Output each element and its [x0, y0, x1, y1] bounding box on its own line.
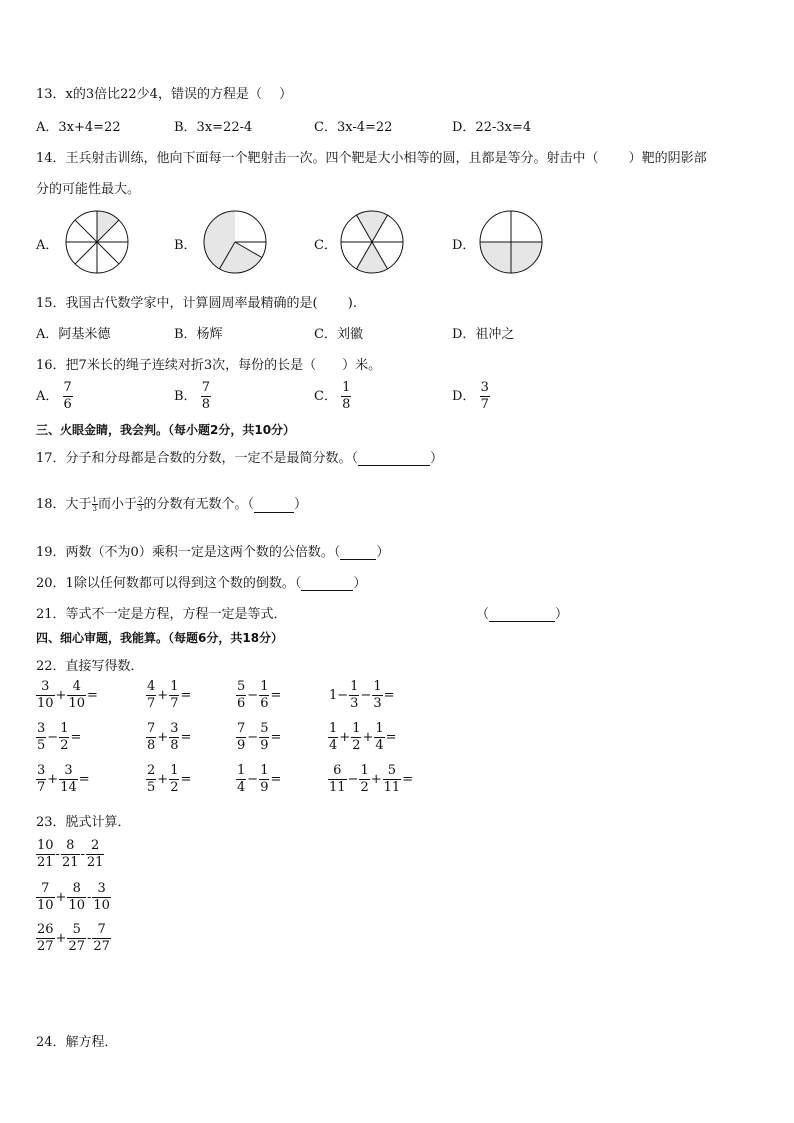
- q16-stem: 16．把7米长的绳子连续对折3次，每份的长是（ ）米。: [36, 358, 382, 373]
- q22-expression[interactable]: [146, 721, 192, 754]
- q23-operator: -: [55, 847, 60, 862]
- q16-option-c[interactable]: [314, 380, 351, 413]
- q18-text-b: 而小于: [98, 497, 138, 512]
- q22-operator: −: [47, 730, 59, 745]
- q22-fraction: $\frac{1}{4}$: [329, 721, 338, 753]
- q22-equals: =: [385, 730, 397, 745]
- q22-operator: −: [247, 772, 259, 787]
- q16-fraction-c: $\frac{1}{8}$: [342, 380, 351, 412]
- q14-option-c[interactable]: C．: [314, 238, 337, 253]
- q13-option-c[interactable]: C．3x-4=22: [314, 120, 393, 135]
- q23-fraction: $\frac{2}{21}$: [86, 838, 104, 870]
- q17: [36, 447, 443, 466]
- q16-option-d-label: D．: [452, 389, 476, 404]
- q19: [36, 541, 389, 560]
- target-c-6-sectors: [339, 209, 405, 275]
- q22-fraction: $\frac{5}{9}$: [260, 721, 269, 753]
- q16-option-c-label: C．: [314, 389, 337, 404]
- q23-expression[interactable]: [36, 922, 111, 955]
- q16-fraction-a: $\frac{7}{6}$: [63, 380, 72, 412]
- q22-equals: =: [402, 772, 414, 787]
- q22-fraction: $\frac{3}{7}$: [37, 763, 46, 795]
- q22-operator: +: [157, 688, 169, 703]
- q18-text-c: 的分数有无数个。（: [143, 497, 255, 512]
- q23-expression[interactable]: [36, 881, 111, 914]
- q13-option-a[interactable]: A．3x+4=22: [36, 120, 121, 135]
- q16-fraction-b: $\frac{7}{8}$: [201, 380, 210, 412]
- q15-option-b[interactable]: B．杨辉: [174, 327, 223, 342]
- q22-fraction: $\frac{1}{6}$: [260, 679, 269, 711]
- q17-paren-close: ）: [430, 451, 444, 466]
- q23-fraction: $\frac{3}{10}$: [93, 881, 110, 913]
- target-b-3-sectors: [202, 209, 268, 275]
- q22-prefix: 1−: [329, 688, 349, 703]
- q22-operator: +: [157, 730, 169, 745]
- q18-fraction-2: $\frac{2}{3}$: [138, 496, 143, 513]
- q16-option-d[interactable]: [452, 380, 490, 413]
- q20-text: 20．1除以任何数都可以得到这个数的倒数。（: [36, 576, 302, 591]
- q23-fraction: $\frac{8}{21}$: [61, 838, 79, 870]
- q20-paren-close: ）: [353, 576, 367, 591]
- q22-expression[interactable]: [328, 679, 396, 712]
- q22-fraction: $\frac{6}{11}$: [329, 763, 346, 795]
- q22-expression[interactable]: [236, 763, 282, 796]
- q13-option-d[interactable]: D．22-3x=4: [452, 120, 532, 135]
- q19-paren-close: ）: [376, 545, 390, 560]
- q22-expression[interactable]: [236, 721, 282, 754]
- q15-stem: 15．我国古代数学家中，计算圆周率最精确的是( ).: [36, 296, 357, 311]
- q22-equals: =: [383, 688, 395, 703]
- q22-expression[interactable]: [328, 763, 414, 796]
- q22-equals: =: [270, 688, 282, 703]
- q22-fraction: $\frac{4}{7}$: [147, 679, 156, 711]
- q22-expression[interactable]: [146, 763, 192, 796]
- q14-option-b[interactable]: B．: [174, 238, 197, 253]
- q14-stem-line1: 14．王兵射击训练，他向下面每一个靶射击一次。四个靶是大小相等的圆，且都是等分。射击中（ ）靶的阴影部: [36, 151, 707, 166]
- q18-text-a: 18．大于: [36, 497, 92, 512]
- q14-option-a[interactable]: A．: [36, 238, 59, 253]
- q23-operator: -: [80, 847, 85, 862]
- q22-fraction: $\frac{1}{4}$: [237, 763, 246, 795]
- q22-fraction: $\frac{1}{2}$: [352, 721, 361, 753]
- q22-expression[interactable]: [328, 721, 398, 754]
- q22-operator: +: [370, 772, 382, 787]
- q22-equals: =: [87, 688, 98, 703]
- q22-operator: +: [157, 772, 169, 787]
- q18-fraction-1: $\frac{1}{3}$: [92, 496, 98, 513]
- q22-equals: =: [180, 730, 192, 745]
- q21-paren-close: ）: [555, 607, 569, 622]
- q22-fraction: $\frac{3}{8}$: [170, 721, 179, 753]
- section3-heading: 三、火眼金睛，我会判。（每小题2分，共10分）: [36, 423, 296, 437]
- q22-equals: =: [70, 730, 82, 745]
- q22-operator: +: [47, 772, 59, 787]
- q23-fraction: $\frac{10}{21}$: [37, 838, 54, 870]
- q21-text: 21．等式不一定是方程，方程一定是等式．: [36, 607, 287, 622]
- q22-fraction: $\frac{1}{3}$: [350, 679, 359, 711]
- target-a-8-sectors: [64, 209, 130, 275]
- q22-fraction: $\frac{1}{9}$: [260, 763, 269, 795]
- q23-expression[interactable]: [36, 838, 104, 871]
- q23-fraction: $\frac{7}{10}$: [37, 881, 54, 913]
- q22-operator: −: [347, 772, 359, 787]
- q13-stem: 13．x的3倍比22少4，错误的方程是（ ）: [36, 87, 293, 102]
- q22-expression[interactable]: [146, 679, 192, 712]
- q17-answer-blank[interactable]: [358, 453, 430, 466]
- q13-option-b[interactable]: B．3x=22-4: [174, 120, 253, 135]
- q22-fraction: $\frac{5}{6}$: [237, 679, 246, 711]
- q22-operator: −: [247, 730, 259, 745]
- q22-operator: +: [362, 730, 374, 745]
- q21-paren-open: （: [476, 607, 490, 622]
- q22-expression[interactable]: [36, 679, 99, 712]
- q22-equals: =: [270, 730, 282, 745]
- q19-text: 19．两数（不为0）乘积一定是这两个数的公倍数。（: [36, 545, 341, 560]
- q22-operator: −: [360, 688, 372, 703]
- q21-answer: [476, 603, 568, 622]
- q22-fraction: $\frac{1}{2}$: [170, 763, 179, 795]
- q23-fraction: $\frac{26}{27}$: [37, 922, 54, 954]
- q22-equals: =: [180, 772, 192, 787]
- q20: [36, 572, 366, 591]
- q22-stem: 22．直接写得数．: [36, 659, 144, 674]
- q15-option-c[interactable]: C．刘徽: [314, 327, 363, 342]
- q22-fraction: $\frac{3}{5}$: [37, 721, 46, 753]
- q19-answer-blank[interactable]: [340, 547, 376, 560]
- q22-fraction: $\frac{2}{5}$: [147, 763, 156, 795]
- q18-answer-blank[interactable]: [254, 500, 294, 513]
- q22-fraction: $\frac{7}{8}$: [147, 721, 156, 753]
- q14-stem-line2: 分的可能性最大。: [36, 182, 141, 197]
- q23-stem: 23．脱式计算．: [36, 815, 131, 830]
- q22-equals: =: [270, 772, 282, 787]
- q22-expression[interactable]: [236, 679, 282, 712]
- q22-operator: −: [247, 688, 259, 703]
- q15-option-a[interactable]: A．阿基米德: [36, 327, 111, 342]
- q20-answer-blank[interactable]: [301, 578, 353, 591]
- q23-operator: +: [55, 890, 67, 905]
- q22-fraction: $\frac{7}{9}$: [237, 721, 246, 753]
- q22-fraction: $\frac{1}{2}$: [360, 763, 369, 795]
- q22-fraction: $\frac{5}{11}$: [383, 763, 401, 795]
- q17-text: 17．分子和分母都是合数的分数，一定不是最简分数。（: [36, 451, 359, 466]
- q23-fraction: $\frac{7}{27}$: [93, 922, 110, 954]
- q22-fraction: $\frac{1}{7}$: [170, 679, 179, 711]
- q22-equals: =: [180, 688, 192, 703]
- q22-fraction: $\frac{3}{10}$: [37, 679, 54, 711]
- q16-option-b-label: B．: [174, 389, 197, 404]
- section4-heading: 四、细心审题，我能算。（每题6分，共18分）: [36, 631, 284, 645]
- q16-option-a-label: A．: [36, 389, 59, 404]
- q18: [36, 493, 307, 513]
- q22-operator: +: [339, 730, 351, 745]
- q15-option-d[interactable]: D．祖冲之: [452, 327, 515, 342]
- q22-fraction: $\frac{1}{2}$: [60, 721, 69, 753]
- q22-fraction: $\frac{4}{10}$: [68, 679, 85, 711]
- q23-operator: +: [55, 931, 67, 946]
- target-d-4-sectors: [478, 209, 544, 275]
- q16-option-b[interactable]: [174, 380, 211, 413]
- q23-fraction: $\frac{5}{27}$: [68, 922, 85, 954]
- q24-stem: 24．解方程．: [36, 1035, 118, 1050]
- q22-operator: +: [55, 688, 67, 703]
- q22-expression[interactable]: [36, 721, 82, 754]
- q22-expression[interactable]: [36, 763, 91, 796]
- q23-operator: -: [87, 890, 92, 905]
- q22-equals: =: [78, 772, 90, 787]
- q22-fraction: $\frac{3}{14}$: [60, 763, 77, 795]
- q14-option-d[interactable]: D．: [452, 238, 476, 253]
- q21-answer-blank[interactable]: [489, 609, 555, 622]
- q23-operator: -: [87, 931, 92, 946]
- q16-option-a[interactable]: [36, 380, 73, 413]
- q16-fraction-d: $\frac{3}{7}$: [480, 380, 489, 412]
- q18-paren-close: ）: [294, 497, 308, 512]
- q22-fraction: $\frac{1}{4}$: [375, 721, 384, 753]
- q22-fraction: $\frac{1}{3}$: [373, 679, 382, 711]
- q23-fraction: $\frac{8}{10}$: [68, 881, 85, 913]
